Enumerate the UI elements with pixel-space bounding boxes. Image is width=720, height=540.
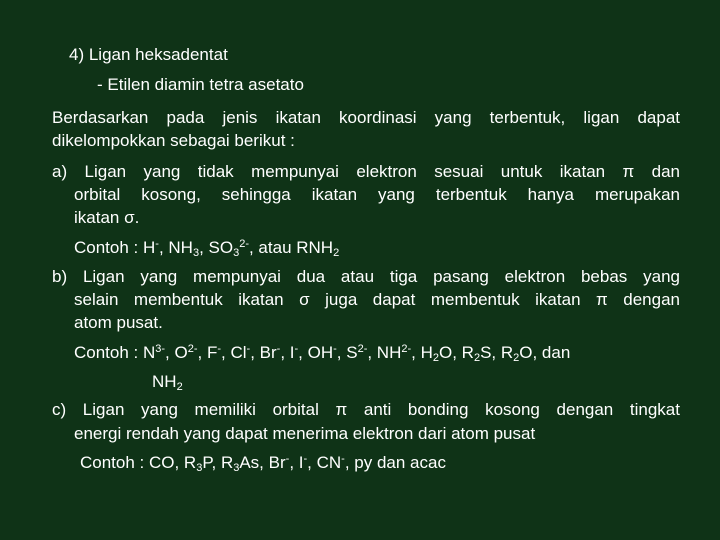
item-c-line-2: energi rendah yang dapat menerima elektron dari atom pusat <box>74 424 536 443</box>
item-b-line-3: atom pusat. <box>74 313 163 332</box>
item-b-line-2: selain membentuk ikatan σ juga dapat membentuk ikatan π dengan <box>74 290 680 309</box>
item-a-line-2: orbital kosong, sehingga ikatan yang terbentuk hanya merupakan <box>74 185 680 204</box>
heading-title: 4) Ligan heksadentat <box>69 45 228 64</box>
item-a-example: Contoh : H-, $NH_3$, $SO_3^{2-}$, atau $RNH_2$ <box>74 238 340 259</box>
item-b-example-cont: $NH_2$ <box>152 372 183 393</box>
heading-subtitle: - Etilen diamin tetra asetato <box>97 75 304 94</box>
item-a-line-3: ikatan σ. <box>74 208 140 227</box>
item-b-line-1: b) Ligan yang mempunyai dua atau tiga pasang elektron bebas yang <box>52 267 680 286</box>
intro-line-1: Berdasarkan pada jenis ikatan koordinasi yang terbentuk, ligan dapat <box>52 108 680 127</box>
item-c-example: Contoh : CO, $R_3P$, $R_3As$, Br-, I-, CN-, py dan acac <box>80 453 446 474</box>
item-c-line-1: c) Ligan yang memiliki orbital π anti bonding kosong dengan tingkat <box>52 400 680 419</box>
item-a-line-1: a) Ligan yang tidak mempunyai elektron sesuai untuk ikatan π dan <box>52 162 680 181</box>
intro-line-2: dikelompokkan sebagai berikut : <box>52 131 295 150</box>
item-b-example: Contoh : $N^{3-}$, $O^{2-}$, F-, Cl-, Br-, I-, OH-, $S^{2-}$, $NH^{2-}$, $H_2O$, $R_2S$, $R_2O$, dan <box>74 343 571 364</box>
